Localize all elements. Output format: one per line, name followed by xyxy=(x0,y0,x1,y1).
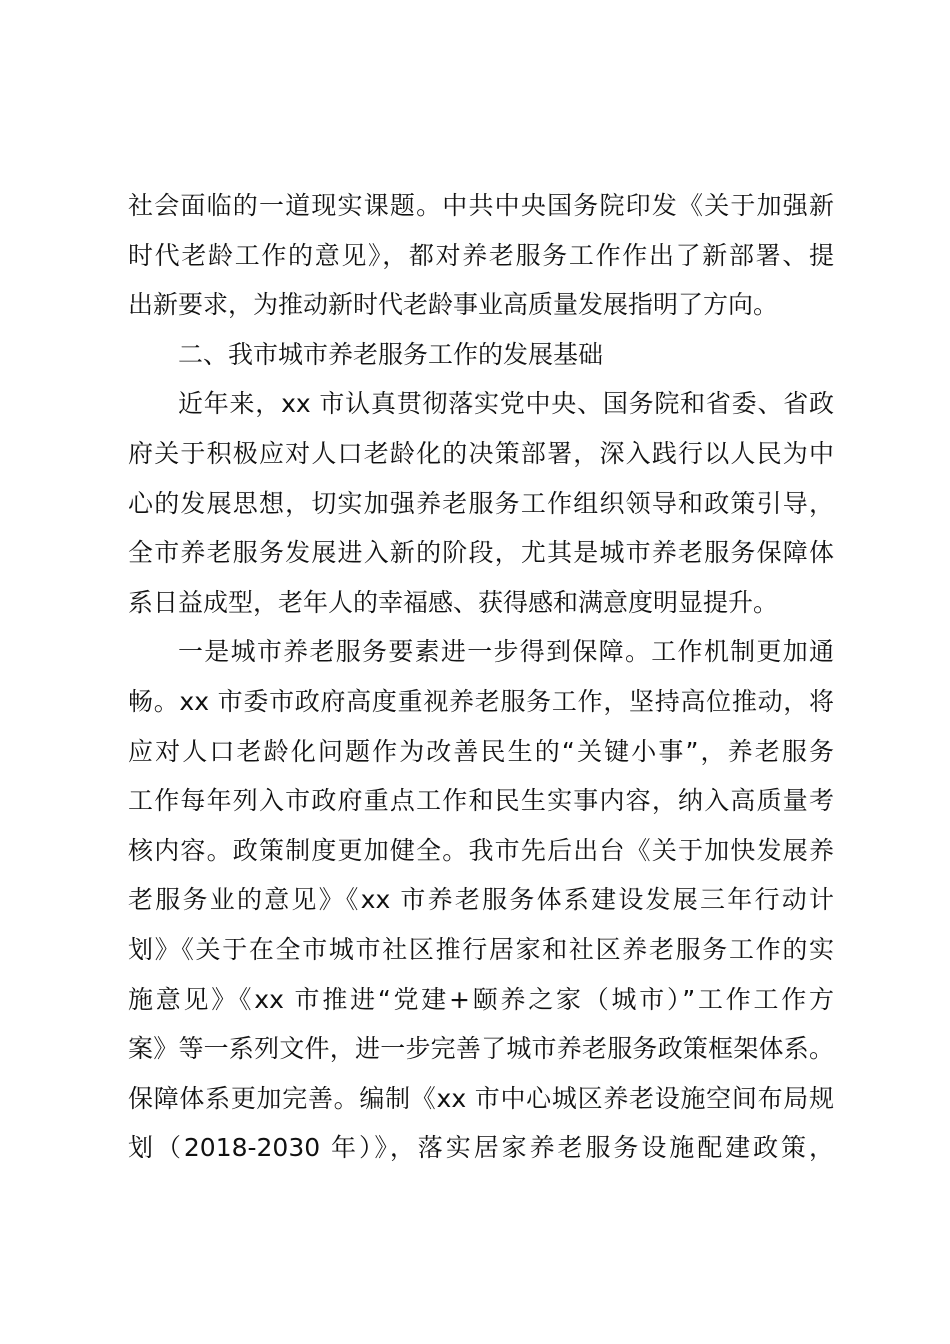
text-line: 畅。xx 市委市政府高度重视养老服务工作，坚持高位推动，将 xyxy=(128,686,834,716)
text-line: 二、我市城市养老服务工作的发展基础 xyxy=(178,339,604,369)
text-line: 老服务业的意见》《xx 市养老服务体系建设发展三年行动计 xyxy=(128,885,834,915)
text-line: 工作每年列入市政府重点工作和民生实事内容，纳入高质量考 xyxy=(128,786,834,816)
text-line: 社会面临的一道现实课题。中共中央国务院印发《关于加强新 xyxy=(128,191,834,220)
text-line: 施意见》《xx 市推进“党建+颐养之家（城市）”工作工作方 xyxy=(128,984,834,1014)
text-line: 出新要求，为推动新时代老龄事业高质量发展指明了方向。 xyxy=(128,290,779,320)
text-line: 系日益成型，老年人的幸福感、获得感和满意度明显提升。 xyxy=(128,587,779,617)
text-line: 保障体系更加完善。编制《xx 市中心城区养老设施空间布局规 xyxy=(128,1083,834,1113)
text-line: 心的发展思想，切实加强养老服务工作组织领导和政策引导， xyxy=(128,488,834,518)
text-line: 时代老龄工作的意见》，都对养老服务工作作出了新部署、提 xyxy=(128,240,834,270)
text-line: 全市养老服务发展进入新的阶段，尤其是城市养老服务保障体 xyxy=(128,538,834,568)
text-line: 核内容。政策制度更加健全。我市先后出台《关于加快发展养 xyxy=(128,835,834,865)
text-line: 府关于积极应对人口老龄化的决策部署，深入践行以人民为中 xyxy=(128,438,834,468)
text-line: 一是城市养老服务要素进一步得到保障。工作机制更加通 xyxy=(178,637,834,667)
text-line: 案》等一系列文件，进一步完善了城市养老服务政策框架体系。 xyxy=(128,1034,834,1064)
text-line: 划》《关于在全市城市社区推行居家和社区养老服务工作的实 xyxy=(128,934,834,964)
body-text xyxy=(128,181,834,1173)
text-line: 应对人口老龄化问题作为改善民生的“关键小事”，养老服务 xyxy=(128,736,834,766)
text-line: 划（2018-2030 年）》，落实居家养老服务设施配建政策， xyxy=(128,1133,834,1163)
text-line: 近年来，xx 市认真贯彻落实党中央、国务院和省委、省政 xyxy=(178,389,834,419)
